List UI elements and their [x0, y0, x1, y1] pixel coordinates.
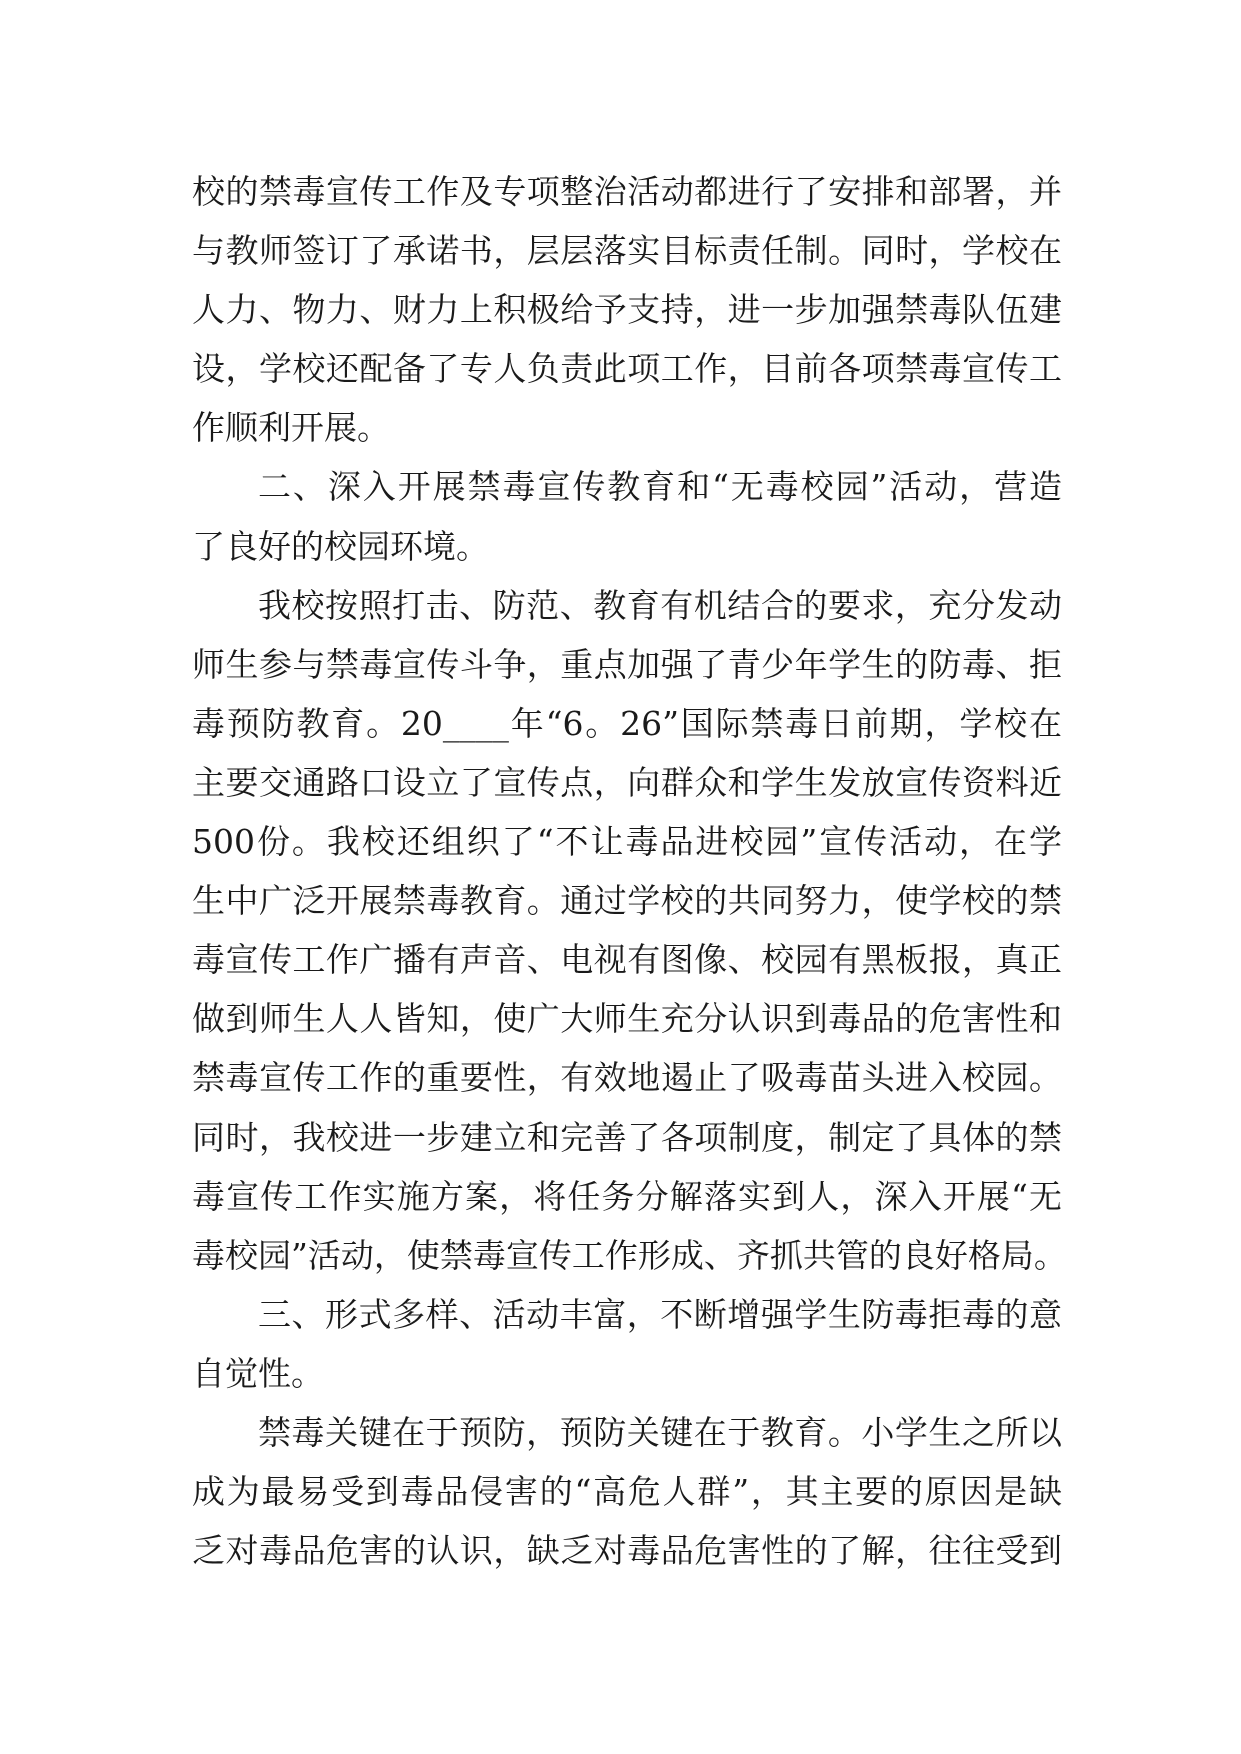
text-line: 作顺利开展。 [192, 408, 390, 448]
text-line: 主要交通路口设立了宣传点，向群众和学生发放宣传资料近 [192, 762, 1062, 802]
text-line: 人力、物力、财力上积极给予支持，进一步加强禁毒队伍建 [192, 290, 1062, 330]
text-line: 三、形式多样、活动丰富，不断增强学生防毒拒毒的意 [258, 1294, 1062, 1334]
text-line: 与教师签订了承诺书，层层落实目标责任制。同时，学校在 [192, 231, 1062, 271]
text-line: 毒校园”活动，使禁毒宣传工作形成、齐抓共管的良好格局。 [192, 1235, 1067, 1275]
text-line: 毒宣传工作广播有声音、电视有图像、校园有黑板报，真正 [192, 940, 1062, 980]
text-line: 毒预防教育。20____年“6。26”国际禁毒日前期，学校在 [192, 703, 1062, 743]
text-line: 我校按照打击、防范、教育有机结合的要求，充分发动 [258, 585, 1062, 625]
text-line: 二、深入开展禁毒宣传教育和“无毒校园”活动，营造 [258, 467, 1062, 507]
text-line: 设，学校还配备了专人负责此项工作，目前各项禁毒宣传工 [192, 349, 1062, 389]
text-line: 500份。我校还组织了“不让毒品进校园”宣传活动，在学 [192, 822, 1062, 862]
text-line: 做到师生人人皆知，使广大师生充分认识到毒品的危害性和 [192, 999, 1062, 1039]
text-line: 同时，我校进一步建立和完善了各项制度，制定了具体的禁 [192, 1117, 1062, 1157]
text-line: 师生参与禁毒宣传斗争，重点加强了青少年学生的防毒、拒 [192, 644, 1062, 684]
text-line: 了良好的校园环境。 [192, 526, 489, 566]
text-line: 禁毒关键在于预防，预防关键在于教育。小学生之所以 [258, 1412, 1062, 1452]
text-line: 生中广泛开展禁毒教育。通过学校的共同努力，使学校的禁 [192, 881, 1062, 921]
document-body [192, 162, 1067, 1580]
text-line: 乏对毒品危害的认识，缺乏对毒品危害性的了解，往往受到 [192, 1531, 1062, 1571]
text-line: 毒宣传工作实施方案，将任务分解落实到人，深入开展“无 [192, 1176, 1062, 1216]
text-line: 成为最易受到毒品侵害的“高危人群”，其主要的原因是缺 [192, 1472, 1062, 1512]
text-line: 自觉性。 [192, 1353, 324, 1393]
text-line: 禁毒宣传工作的重要性，有效地遏止了吸毒苗头进入校园。 [192, 1058, 1062, 1098]
text-line: 校的禁毒宣传工作及专项整治活动都进行了安排和部署，并 [192, 172, 1062, 211]
